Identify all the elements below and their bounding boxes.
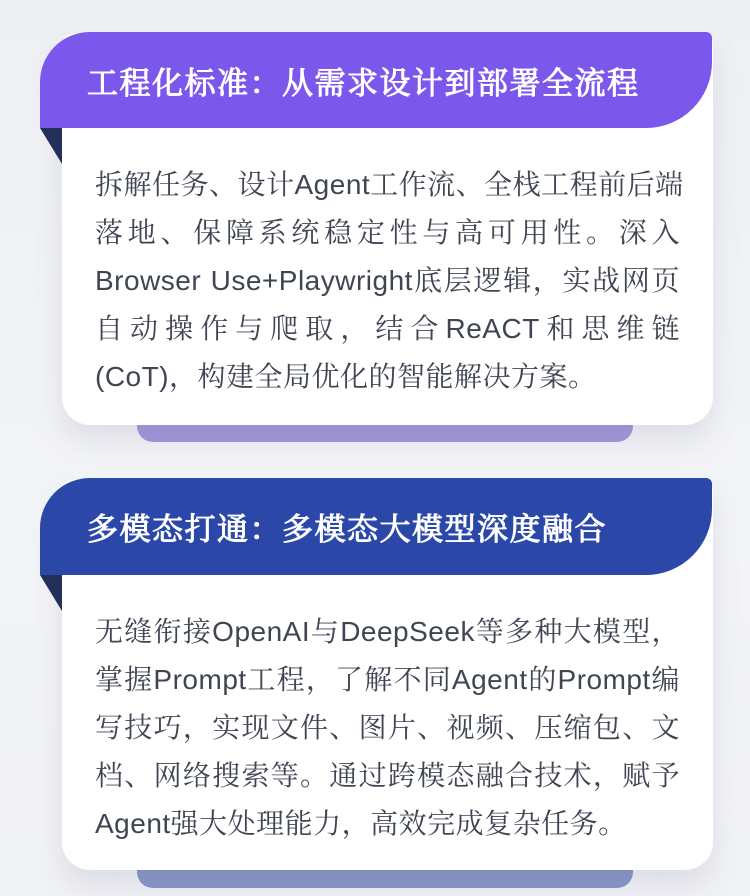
card-title: 多模态打通：多模态大模型深度融合: [87, 512, 607, 547]
body-text-line: 档、网络搜索等。通过跨模态融合技术，赋予: [95, 760, 680, 791]
body-text-line: 自动操作与爬取，结合ReACT和思维链: [95, 313, 680, 344]
body-text-line: 无缝衔接OpenAI与DeepSeek等多种大模型，: [95, 616, 680, 647]
body-text-line: (CoT)，构建全局优化的智能解决方案。: [95, 361, 597, 392]
body-text-line: Browser Use+Playwright底层逻辑，实战网页: [95, 265, 680, 296]
body-text-line: 写技巧，实现文件、图片、视频、压缩包、文: [95, 712, 680, 743]
body-text-line: Agent强大处理能力，高效完成复杂任务。: [95, 808, 627, 839]
ribbon-fold: [40, 128, 62, 164]
card-description: [95, 161, 684, 401]
card-title-ribbon: [40, 478, 712, 575]
body-text-line: 掌握Prompt工程，了解不同Agent的Prompt编: [95, 664, 680, 695]
card-title: 工程化标准：从需求设计到部署全流程: [87, 65, 640, 101]
ribbon-fold: [40, 575, 62, 611]
card-multimodal-integration: [0, 478, 750, 890]
card-description: [95, 608, 680, 848]
body-text-line: 落地、保障系统稳定性与高可用性。深入: [95, 217, 680, 248]
card-engineering-standards: [0, 32, 750, 444]
body-text-line: 拆解任务、设计Agent工作流、全栈工程前后端: [95, 169, 684, 200]
card-title-ribbon: [40, 32, 712, 128]
